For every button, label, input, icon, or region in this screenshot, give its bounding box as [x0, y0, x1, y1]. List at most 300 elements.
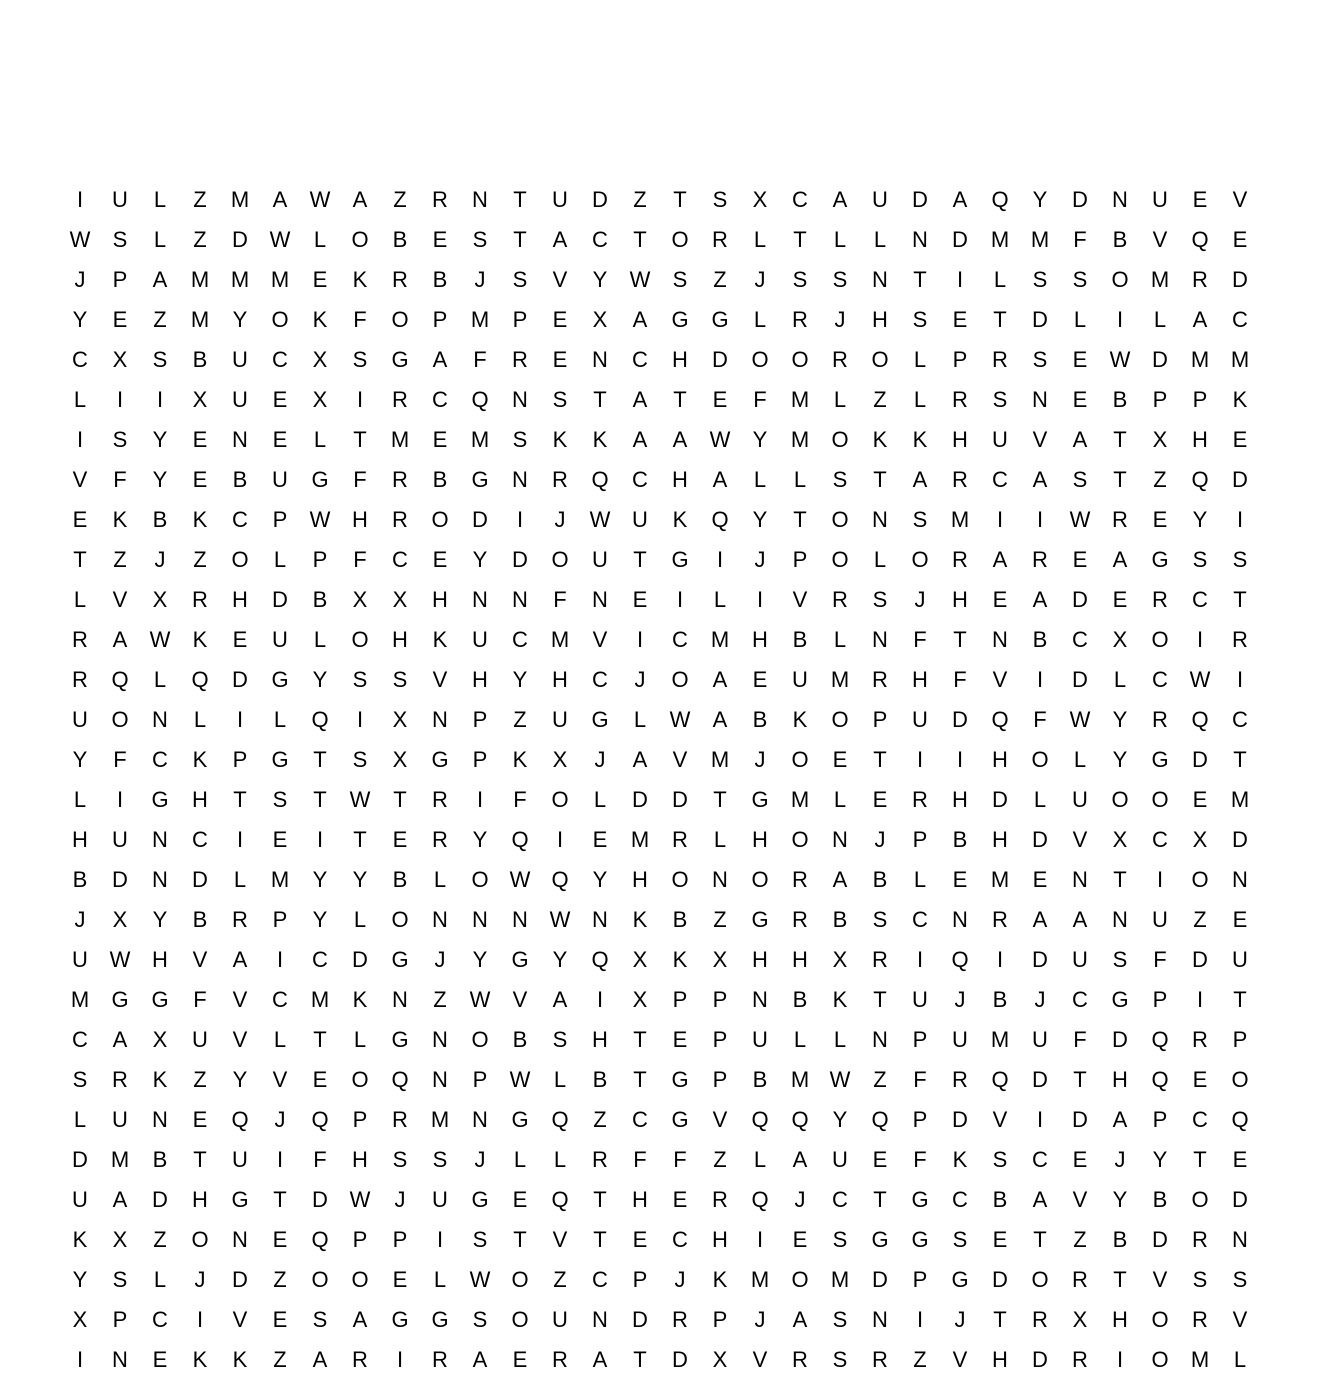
grid-letter[interactable]: Q: [1231, 1107, 1249, 1132]
grid-letter[interactable]: W: [669, 707, 691, 732]
grid-letter[interactable]: S: [712, 187, 728, 212]
grid-letter[interactable]: O: [831, 507, 849, 532]
grid-letter[interactable]: S: [512, 267, 528, 292]
grid-letter[interactable]: E: [112, 307, 128, 332]
grid-letter[interactable]: R: [872, 1347, 888, 1372]
grid-letter[interactable]: T: [593, 387, 607, 412]
grid-letter[interactable]: E: [952, 867, 968, 892]
grid-letter[interactable]: E: [392, 827, 408, 852]
grid-letter[interactable]: G: [151, 787, 169, 812]
grid-letter[interactable]: T: [193, 1147, 207, 1172]
grid-letter[interactable]: L: [313, 227, 327, 252]
grid-letter[interactable]: J: [1034, 987, 1046, 1012]
grid-letter[interactable]: A: [472, 1347, 488, 1372]
grid-letter[interactable]: V: [432, 667, 448, 692]
grid-letter[interactable]: Q: [311, 1227, 329, 1252]
grid-letter[interactable]: V: [512, 987, 528, 1012]
grid-letter[interactable]: L: [993, 267, 1007, 292]
grid-letter[interactable]: D: [232, 1267, 248, 1292]
grid-letter[interactable]: E: [792, 1227, 808, 1252]
grid-letter[interactable]: M: [230, 187, 250, 212]
grid-letter[interactable]: P: [112, 1307, 128, 1332]
grid-letter[interactable]: W: [309, 507, 331, 532]
grid-letter[interactable]: W: [349, 1187, 371, 1212]
grid-letter[interactable]: A: [112, 627, 128, 652]
grid-letter[interactable]: D: [1072, 667, 1088, 692]
grid-letter[interactable]: B: [952, 827, 968, 852]
grid-letter[interactable]: H: [352, 507, 368, 532]
grid-letter[interactable]: Y: [832, 1107, 848, 1132]
grid-letter[interactable]: A: [272, 187, 288, 212]
grid-letter[interactable]: E: [1072, 547, 1088, 572]
grid-letter[interactable]: N: [152, 867, 168, 892]
grid-letter[interactable]: K: [672, 947, 688, 972]
grid-letter[interactable]: O: [1031, 747, 1049, 772]
grid-letter[interactable]: O: [911, 547, 929, 572]
grid-letter[interactable]: T: [1233, 987, 1247, 1012]
grid-letter[interactable]: G: [471, 467, 489, 492]
grid-letter[interactable]: R: [432, 187, 448, 212]
grid-letter[interactable]: S: [832, 1227, 848, 1252]
grid-letter[interactable]: Y: [352, 867, 368, 892]
grid-letter[interactable]: H: [1112, 1307, 1128, 1332]
grid-letter[interactable]: J: [194, 1267, 206, 1292]
grid-letter[interactable]: H: [792, 947, 808, 972]
grid-letter[interactable]: V: [792, 587, 808, 612]
grid-letter[interactable]: T: [793, 507, 807, 532]
grid-letter[interactable]: S: [1112, 947, 1128, 972]
grid-letter[interactable]: Y: [552, 947, 568, 972]
grid-letter[interactable]: E: [312, 267, 328, 292]
grid-letter[interactable]: G: [1151, 547, 1169, 572]
grid-letter[interactable]: O: [751, 867, 769, 892]
grid-letter[interactable]: D: [72, 1147, 88, 1172]
grid-letter[interactable]: U: [552, 187, 568, 212]
grid-letter[interactable]: R: [392, 467, 408, 492]
grid-letter[interactable]: T: [873, 747, 887, 772]
grid-letter[interactable]: U: [912, 987, 928, 1012]
grid-letter[interactable]: C: [952, 1187, 968, 1212]
grid-letter[interactable]: O: [1231, 1067, 1249, 1092]
grid-letter[interactable]: C: [672, 1227, 688, 1252]
grid-letter[interactable]: J: [954, 1307, 966, 1332]
grid-letter[interactable]: U: [232, 347, 248, 372]
grid-letter[interactable]: O: [1151, 1347, 1169, 1372]
grid-letter[interactable]: J: [754, 547, 766, 572]
grid-letter[interactable]: G: [1151, 747, 1169, 772]
grid-letter[interactable]: P: [872, 707, 888, 732]
grid-letter[interactable]: E: [72, 507, 88, 532]
grid-letter[interactable]: N: [872, 627, 888, 652]
grid-letter[interactable]: N: [1232, 1227, 1248, 1252]
grid-letter[interactable]: N: [152, 707, 168, 732]
grid-letter[interactable]: M: [1150, 267, 1170, 292]
grid-letter[interactable]: G: [271, 667, 289, 692]
grid-letter[interactable]: F: [353, 307, 367, 332]
grid-letter[interactable]: K: [72, 1227, 88, 1252]
grid-letter[interactable]: B: [432, 267, 448, 292]
grid-letter[interactable]: C: [632, 467, 648, 492]
grid-letter[interactable]: F: [353, 547, 367, 572]
grid-letter[interactable]: Z: [1073, 1227, 1087, 1252]
grid-letter[interactable]: S: [152, 347, 168, 372]
grid-letter[interactable]: H: [912, 667, 928, 692]
grid-letter[interactable]: Y: [312, 907, 328, 932]
grid-letter[interactable]: K: [192, 507, 208, 532]
grid-letter[interactable]: B: [152, 507, 168, 532]
grid-letter[interactable]: L: [273, 547, 287, 572]
grid-letter[interactable]: D: [272, 587, 288, 612]
grid-letter[interactable]: U: [272, 627, 288, 652]
grid-letter[interactable]: R: [392, 507, 408, 532]
grid-letter[interactable]: G: [311, 467, 329, 492]
grid-letter[interactable]: X: [632, 947, 648, 972]
grid-letter[interactable]: E: [312, 1067, 328, 1092]
grid-letter[interactable]: C: [72, 1027, 88, 1052]
grid-letter[interactable]: Z: [713, 907, 727, 932]
grid-letter[interactable]: E: [992, 1227, 1008, 1252]
grid-letter[interactable]: G: [391, 347, 409, 372]
grid-letter[interactable]: H: [992, 1347, 1008, 1372]
grid-letter[interactable]: H: [1112, 1067, 1128, 1092]
grid-letter[interactable]: I: [636, 627, 644, 652]
grid-letter[interactable]: U: [632, 507, 648, 532]
grid-letter[interactable]: L: [713, 587, 727, 612]
grid-letter[interactable]: G: [111, 987, 129, 1012]
grid-letter[interactable]: K: [352, 987, 368, 1012]
grid-letter[interactable]: V: [232, 1027, 248, 1052]
grid-letter[interactable]: N: [512, 907, 528, 932]
grid-letter[interactable]: O: [791, 747, 809, 772]
grid-letter[interactable]: U: [112, 1107, 128, 1132]
grid-letter[interactable]: A: [712, 467, 728, 492]
grid-letter[interactable]: O: [271, 307, 289, 332]
grid-letter[interactable]: P: [912, 827, 928, 852]
grid-letter[interactable]: K: [792, 707, 808, 732]
grid-letter[interactable]: R: [392, 1107, 408, 1132]
grid-letter[interactable]: X: [152, 1027, 168, 1052]
grid-letter[interactable]: D: [1032, 827, 1048, 852]
grid-letter[interactable]: J: [874, 827, 886, 852]
grid-letter[interactable]: H: [352, 1147, 368, 1172]
grid-letter[interactable]: R: [792, 1347, 808, 1372]
grid-letter[interactable]: L: [833, 227, 847, 252]
grid-letter[interactable]: Y: [1032, 187, 1048, 212]
grid-letter[interactable]: L: [913, 387, 927, 412]
grid-letter[interactable]: C: [792, 187, 808, 212]
grid-letter[interactable]: T: [673, 387, 687, 412]
grid-letter[interactable]: V: [992, 1107, 1008, 1132]
grid-letter[interactable]: Q: [391, 1067, 409, 1092]
grid-letter[interactable]: D: [152, 1187, 168, 1212]
grid-letter[interactable]: N: [592, 907, 608, 932]
grid-letter[interactable]: X: [352, 587, 368, 612]
grid-letter[interactable]: L: [153, 667, 167, 692]
grid-letter[interactable]: E: [152, 1347, 168, 1372]
grid-letter[interactable]: B: [392, 867, 408, 892]
grid-letter[interactable]: I: [356, 387, 364, 412]
grid-letter[interactable]: Y: [472, 547, 488, 572]
grid-letter[interactable]: R: [1072, 1267, 1088, 1292]
grid-letter[interactable]: F: [913, 627, 927, 652]
grid-letter[interactable]: J: [754, 747, 766, 772]
grid-letter[interactable]: N: [432, 707, 448, 732]
grid-letter[interactable]: C: [512, 627, 528, 652]
grid-letter[interactable]: Z: [193, 227, 207, 252]
grid-letter[interactable]: S: [392, 1147, 408, 1172]
grid-letter[interactable]: E: [632, 1227, 648, 1252]
grid-letter[interactable]: G: [951, 1267, 969, 1292]
grid-letter[interactable]: M: [310, 987, 330, 1012]
grid-letter[interactable]: W: [109, 947, 131, 972]
grid-letter[interactable]: R: [992, 907, 1008, 932]
grid-letter[interactable]: Q: [711, 507, 729, 532]
grid-letter[interactable]: S: [912, 307, 928, 332]
grid-letter[interactable]: R: [432, 1347, 448, 1372]
grid-letter[interactable]: C: [272, 347, 288, 372]
grid-letter[interactable]: G: [671, 1107, 689, 1132]
grid-letter[interactable]: H: [392, 627, 408, 652]
grid-letter[interactable]: S: [832, 1307, 848, 1332]
grid-letter[interactable]: O: [351, 1267, 369, 1292]
grid-letter[interactable]: X: [592, 307, 608, 332]
grid-letter[interactable]: L: [753, 227, 767, 252]
grid-letter[interactable]: I: [1116, 1347, 1124, 1372]
grid-letter[interactable]: M: [990, 227, 1010, 252]
grid-letter[interactable]: P: [272, 507, 288, 532]
grid-letter[interactable]: P: [712, 1307, 728, 1332]
grid-letter[interactable]: K: [712, 1267, 728, 1292]
grid-letter[interactable]: Q: [231, 1107, 249, 1132]
grid-letter[interactable]: U: [1032, 1027, 1048, 1052]
grid-letter[interactable]: E: [432, 227, 448, 252]
grid-letter[interactable]: C: [1072, 987, 1088, 1012]
grid-letter[interactable]: R: [1192, 267, 1208, 292]
grid-letter[interactable]: H: [592, 1027, 608, 1052]
grid-letter[interactable]: B: [792, 627, 808, 652]
grid-letter[interactable]: F: [1073, 1027, 1087, 1052]
grid-letter[interactable]: N: [712, 867, 728, 892]
grid-letter[interactable]: A: [992, 547, 1008, 572]
grid-letter[interactable]: K: [872, 427, 888, 452]
grid-letter[interactable]: J: [74, 907, 86, 932]
grid-letter[interactable]: R: [72, 667, 88, 692]
grid-letter[interactable]: L: [433, 867, 447, 892]
grid-letter[interactable]: X: [392, 707, 408, 732]
grid-letter[interactable]: T: [513, 1227, 527, 1252]
grid-letter[interactable]: L: [73, 387, 87, 412]
grid-letter[interactable]: E: [552, 307, 568, 332]
grid-letter[interactable]: O: [1111, 787, 1129, 812]
grid-letter[interactable]: U: [192, 1027, 208, 1052]
grid-letter[interactable]: W: [709, 427, 731, 452]
grid-letter[interactable]: I: [116, 387, 124, 412]
grid-letter[interactable]: E: [272, 1227, 288, 1252]
grid-letter[interactable]: G: [671, 547, 689, 572]
grid-letter[interactable]: N: [472, 1107, 488, 1132]
grid-letter[interactable]: Z: [153, 1227, 167, 1252]
grid-letter[interactable]: D: [632, 787, 648, 812]
grid-letter[interactable]: E: [832, 747, 848, 772]
grid-letter[interactable]: L: [273, 1027, 287, 1052]
grid-letter[interactable]: N: [992, 627, 1008, 652]
grid-letter[interactable]: D: [632, 1307, 648, 1332]
grid-letter[interactable]: T: [633, 1027, 647, 1052]
grid-letter[interactable]: E: [1232, 1147, 1248, 1172]
grid-letter[interactable]: N: [472, 907, 488, 932]
grid-letter[interactable]: X: [72, 1307, 88, 1332]
grid-letter[interactable]: C: [592, 667, 608, 692]
grid-letter[interactable]: R: [1192, 1307, 1208, 1332]
grid-letter[interactable]: T: [793, 227, 807, 252]
grid-letter[interactable]: E: [512, 1187, 528, 1212]
grid-letter[interactable]: K: [672, 507, 688, 532]
grid-letter[interactable]: K: [1232, 387, 1248, 412]
grid-letter[interactable]: S: [312, 1307, 328, 1332]
grid-letter[interactable]: A: [832, 187, 848, 212]
grid-letter[interactable]: I: [476, 787, 484, 812]
grid-letter[interactable]: L: [73, 1107, 87, 1132]
grid-letter[interactable]: O: [791, 827, 809, 852]
grid-letter[interactable]: M: [790, 1067, 810, 1092]
grid-letter[interactable]: Z: [593, 1107, 607, 1132]
grid-letter[interactable]: E: [1192, 787, 1208, 812]
grid-letter[interactable]: H: [712, 1227, 728, 1252]
grid-letter[interactable]: I: [116, 787, 124, 812]
grid-letter[interactable]: L: [153, 227, 167, 252]
grid-letter[interactable]: V: [1232, 1307, 1248, 1332]
grid-letter[interactable]: H: [72, 827, 88, 852]
grid-letter[interactable]: I: [1196, 987, 1204, 1012]
grid-letter[interactable]: U: [432, 1187, 448, 1212]
grid-letter[interactable]: N: [432, 1067, 448, 1092]
grid-letter[interactable]: Z: [193, 187, 207, 212]
grid-letter[interactable]: X: [752, 187, 768, 212]
grid-letter[interactable]: D: [952, 227, 968, 252]
grid-letter[interactable]: D: [512, 547, 528, 572]
grid-letter[interactable]: R: [1152, 587, 1168, 612]
grid-letter[interactable]: S: [1232, 547, 1248, 572]
grid-letter[interactable]: T: [993, 1307, 1007, 1332]
grid-letter[interactable]: C: [312, 947, 328, 972]
grid-letter[interactable]: D: [672, 1347, 688, 1372]
grid-letter[interactable]: N: [872, 507, 888, 532]
grid-letter[interactable]: M: [790, 787, 810, 812]
grid-letter[interactable]: N: [872, 267, 888, 292]
grid-letter[interactable]: Y: [512, 667, 528, 692]
grid-letter[interactable]: O: [351, 1067, 369, 1092]
grid-letter[interactable]: W: [1189, 667, 1211, 692]
grid-letter[interactable]: K: [832, 987, 848, 1012]
grid-letter[interactable]: R: [352, 1347, 368, 1372]
grid-letter[interactable]: Z: [273, 1267, 287, 1292]
grid-letter[interactable]: R: [832, 587, 848, 612]
grid-letter[interactable]: O: [471, 1027, 489, 1052]
grid-letter[interactable]: C: [632, 1107, 648, 1132]
grid-letter[interactable]: S: [872, 587, 888, 612]
grid-letter[interactable]: O: [1151, 627, 1169, 652]
grid-letter[interactable]: D: [992, 1267, 1008, 1292]
grid-letter[interactable]: S: [392, 667, 408, 692]
grid-letter[interactable]: Y: [1192, 507, 1208, 532]
grid-letter[interactable]: E: [1232, 227, 1248, 252]
grid-letter[interactable]: M: [750, 1267, 770, 1292]
grid-letter[interactable]: U: [872, 187, 888, 212]
grid-letter[interactable]: K: [312, 307, 328, 332]
grid-letter[interactable]: B: [192, 907, 208, 932]
grid-letter[interactable]: S: [112, 427, 128, 452]
grid-letter[interactable]: N: [592, 587, 608, 612]
grid-letter[interactable]: Y: [752, 507, 768, 532]
grid-letter[interactable]: G: [391, 947, 409, 972]
grid-letter[interactable]: O: [311, 1267, 329, 1292]
grid-letter[interactable]: W: [469, 987, 491, 1012]
grid-letter[interactable]: E: [952, 307, 968, 332]
grid-letter[interactable]: Q: [791, 1107, 809, 1132]
grid-letter[interactable]: B: [312, 587, 328, 612]
grid-letter[interactable]: H: [552, 667, 568, 692]
grid-letter[interactable]: G: [431, 1307, 449, 1332]
grid-letter[interactable]: V: [1032, 427, 1048, 452]
grid-letter[interactable]: L: [833, 627, 847, 652]
grid-letter[interactable]: L: [633, 707, 647, 732]
grid-letter[interactable]: M: [630, 827, 650, 852]
grid-letter[interactable]: L: [233, 867, 247, 892]
grid-letter[interactable]: X: [192, 387, 208, 412]
grid-letter[interactable]: N: [592, 1307, 608, 1332]
grid-letter[interactable]: T: [233, 787, 247, 812]
grid-letter[interactable]: V: [1152, 227, 1168, 252]
grid-letter[interactable]: D: [952, 707, 968, 732]
grid-letter[interactable]: G: [1111, 987, 1129, 1012]
grid-letter[interactable]: E: [1192, 187, 1208, 212]
grid-letter[interactable]: R: [1032, 547, 1048, 572]
grid-letter[interactable]: N: [872, 1307, 888, 1332]
grid-letter[interactable]: B: [72, 867, 88, 892]
grid-letter[interactable]: O: [351, 627, 369, 652]
grid-letter[interactable]: O: [671, 867, 689, 892]
grid-letter[interactable]: F: [193, 987, 207, 1012]
grid-letter[interactable]: U: [1152, 907, 1168, 932]
grid-letter[interactable]: C: [1152, 827, 1168, 852]
grid-letter[interactable]: T: [633, 1067, 647, 1092]
grid-letter[interactable]: Y: [152, 467, 168, 492]
grid-letter[interactable]: X: [1072, 1307, 1088, 1332]
grid-letter[interactable]: O: [471, 867, 489, 892]
grid-letter[interactable]: G: [471, 1187, 489, 1212]
grid-letter[interactable]: T: [633, 227, 647, 252]
grid-letter[interactable]: E: [1232, 907, 1248, 932]
grid-letter[interactable]: M: [1230, 347, 1250, 372]
grid-letter[interactable]: H: [672, 467, 688, 492]
grid-letter[interactable]: G: [751, 907, 769, 932]
grid-letter[interactable]: O: [671, 667, 689, 692]
grid-letter[interactable]: F: [513, 787, 527, 812]
grid-letter[interactable]: A: [712, 707, 728, 732]
grid-letter[interactable]: K: [592, 427, 608, 452]
grid-letter[interactable]: D: [1072, 1107, 1088, 1132]
grid-letter[interactable]: Q: [991, 187, 1009, 212]
grid-letter[interactable]: G: [671, 1067, 689, 1092]
grid-letter[interactable]: V: [712, 1107, 728, 1132]
grid-letter[interactable]: H: [632, 867, 648, 892]
grid-letter[interactable]: Z: [633, 187, 647, 212]
grid-letter[interactable]: T: [313, 747, 327, 772]
grid-letter[interactable]: S: [1072, 267, 1088, 292]
grid-letter[interactable]: P: [912, 1027, 928, 1052]
grid-letter[interactable]: J: [754, 267, 766, 292]
grid-letter[interactable]: F: [353, 467, 367, 492]
